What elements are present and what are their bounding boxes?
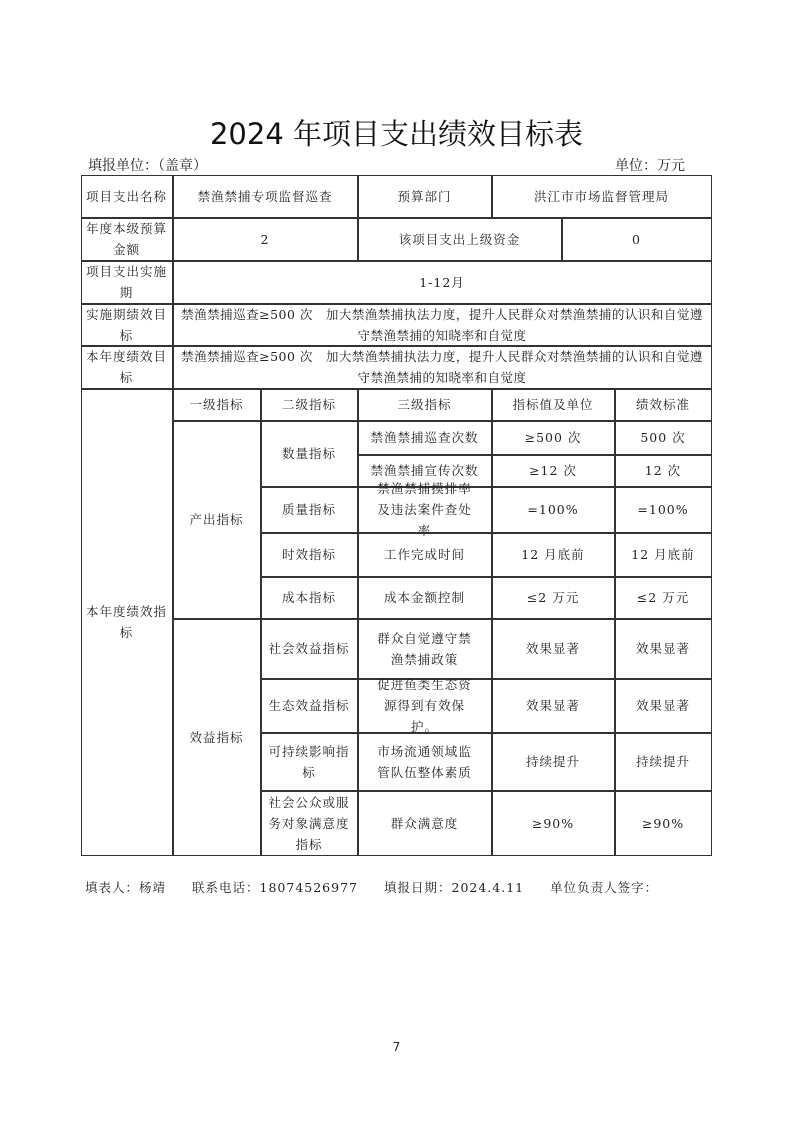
row-level3: 禁渔禁捕巡查次数 bbox=[358, 421, 492, 455]
year-goal-label: 本年度绩效目标 bbox=[81, 346, 173, 389]
filler: 填表人：杨靖 bbox=[85, 880, 167, 895]
row-standard: 效果显著 bbox=[615, 679, 712, 733]
row-standard: 500 次 bbox=[615, 421, 712, 455]
row-value: ≤2 万元 bbox=[492, 577, 615, 619]
row-standard: 12 次 bbox=[615, 455, 712, 487]
upper-funds-label: 该项目支出上级资金 bbox=[358, 218, 562, 261]
header-level2: 二级指标 bbox=[261, 389, 358, 421]
budget-amount-label: 年度本级预算金额 bbox=[81, 218, 173, 261]
row-value: ≥500 次 bbox=[492, 421, 615, 455]
project-name-value: 禁渔禁捕专项监督巡查 bbox=[173, 175, 358, 218]
level2-cost: 成本指标 bbox=[261, 577, 358, 619]
level2-ecological: 生态效益指标 bbox=[261, 679, 358, 733]
row-value: ≥90% bbox=[492, 791, 615, 856]
row-value: =100% bbox=[492, 487, 615, 533]
row-level3: 市场流通领域监管队伍整体素质 bbox=[358, 733, 492, 791]
budget-amount-value: 2 bbox=[173, 218, 358, 261]
upper-funds-value: 0 bbox=[562, 218, 712, 261]
period-value: 1-12月 bbox=[173, 261, 712, 304]
row-standard: 效果显著 bbox=[615, 619, 712, 679]
period-goal-label: 实施期绩效目标 bbox=[81, 304, 173, 346]
page-title: 2024 年项目支出绩效目标表 bbox=[209, 117, 584, 151]
row-level3: 禁渔禁捕宣传次数 bbox=[358, 455, 492, 487]
unit-label: 单位：万元 bbox=[615, 158, 685, 174]
header-value: 指标值及单位 bbox=[492, 389, 615, 421]
row-level3: 成本金额控制 bbox=[358, 577, 492, 619]
row-standard: =100% bbox=[615, 487, 712, 533]
page-number: 7 bbox=[392, 1040, 401, 1054]
period-label: 项目支出实施期 bbox=[81, 261, 173, 304]
project-name-label: 项目支出名称 bbox=[81, 175, 173, 218]
row-value: 持续提升 bbox=[492, 733, 615, 791]
row-level3: 禁渔禁捕摸排率及违法案件查处率 bbox=[358, 487, 492, 533]
row-level3: 促进鱼类生态资源得到有效保护。 bbox=[358, 679, 492, 733]
level1-output: 产出指标 bbox=[173, 421, 261, 619]
performance-table bbox=[81, 175, 712, 856]
budget-dept-value: 洪江市市场监督管理局 bbox=[492, 175, 712, 218]
level2-timeliness: 时效指标 bbox=[261, 533, 358, 577]
year-goal-value: 禁渔禁捕巡查≥500 次 加大禁渔禁捕执法力度，提升人民群众对禁渔禁捕的认识和自觉遵守禁渔禁捕的知晓率和自觉度 bbox=[173, 346, 712, 389]
row-value: 12 月底前 bbox=[492, 533, 615, 577]
header-standard: 绩效标准 bbox=[615, 389, 712, 421]
footer bbox=[85, 878, 684, 896]
row-standard: 12 月底前 bbox=[615, 533, 712, 577]
level2-social: 社会效益指标 bbox=[261, 619, 358, 679]
level2-sustainable: 可持续影响指标 bbox=[261, 733, 358, 791]
indicators-section-label: 本年度绩效指标 bbox=[81, 389, 173, 856]
row-standard: 持续提升 bbox=[615, 733, 712, 791]
period-goal-value: 禁渔禁捕巡查≥500 次 加大禁渔禁捕执法力度，提升人民群众对禁渔禁捕的认识和自觉遵守禁渔禁捕的知晓率和自觉度 bbox=[173, 304, 712, 346]
header-level1: 一级指标 bbox=[173, 389, 261, 421]
fill-unit-label: 填报单位：（盖章） bbox=[88, 158, 207, 174]
level1-benefit: 效益指标 bbox=[173, 619, 261, 856]
level2-satisfaction: 社会公众或服务对象满意度指标 bbox=[261, 791, 358, 856]
fill-date: 填报日期：2024.4.11 bbox=[384, 880, 525, 895]
row-standard: ≥90% bbox=[615, 791, 712, 856]
row-level3: 群众满意度 bbox=[358, 791, 492, 856]
row-value: ≥12 次 bbox=[492, 455, 615, 487]
budget-dept-label: 预算部门 bbox=[358, 175, 492, 218]
row-value: 效果显著 bbox=[492, 679, 615, 733]
level2-quality: 质量指标 bbox=[261, 487, 358, 533]
level2-quantity: 数量指标 bbox=[261, 421, 358, 487]
row-standard: ≤2 万元 bbox=[615, 577, 712, 619]
header-level3: 三级指标 bbox=[358, 389, 492, 421]
signature: 单位负责人签字： bbox=[550, 880, 659, 895]
row-level3: 群众自觉遵守禁渔禁捕政策 bbox=[358, 619, 492, 679]
phone: 联系电话：18074526977 bbox=[192, 880, 358, 895]
row-value: 效果显著 bbox=[492, 619, 615, 679]
row-level3: 工作完成时间 bbox=[358, 533, 492, 577]
